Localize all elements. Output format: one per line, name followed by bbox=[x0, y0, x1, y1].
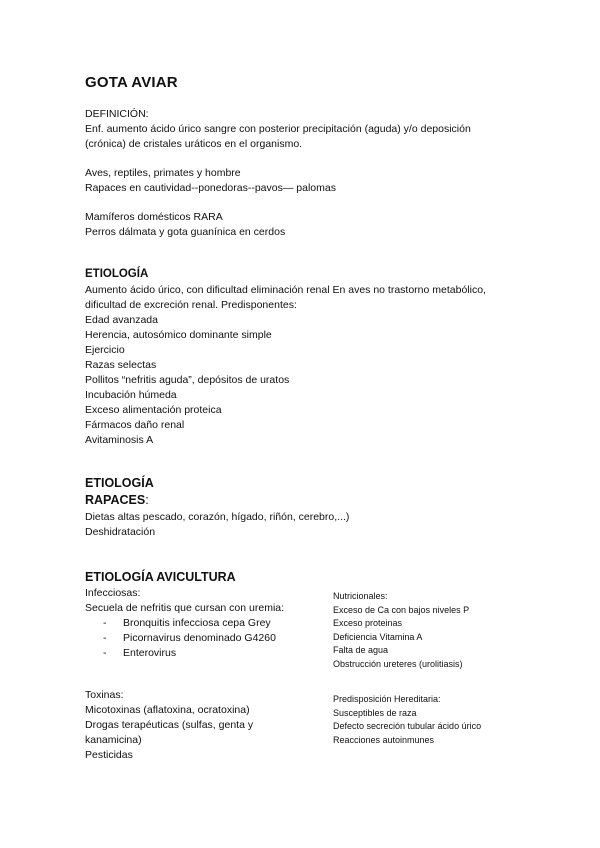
list-item: - Bronquitis infecciosa cepa Grey bbox=[85, 616, 284, 631]
species-group-1 bbox=[85, 166, 336, 196]
hereditary-label: Predisposición Hereditaria: bbox=[333, 694, 441, 704]
hereditary-section bbox=[333, 693, 481, 747]
toxins-section bbox=[85, 688, 253, 763]
raptors-subheading-text: RAPACES bbox=[85, 493, 146, 507]
definition-line: (crónica) de cristales uráticos en el organismo. bbox=[85, 138, 303, 150]
species-line: Aves, reptiles, primates y hombre bbox=[85, 167, 241, 179]
etiology-line: Fármacos daño renal bbox=[85, 419, 185, 431]
infectious-list bbox=[85, 616, 284, 661]
infectious-label: Infecciosas: bbox=[85, 587, 141, 599]
etiology-line: Edad avanzada bbox=[85, 314, 158, 326]
etiology-raptors-heading: ETIOLOGÍA bbox=[85, 476, 154, 490]
etiology-line: Pollitos “nefritis aguda”, depósitos de uratos bbox=[85, 374, 290, 386]
raptors-subheading bbox=[85, 493, 149, 507]
toxins-line: kanamicina) bbox=[85, 734, 142, 746]
toxins-line: Pesticidas bbox=[85, 749, 133, 761]
species-line: Mamíferos domésticos RARA bbox=[85, 211, 223, 223]
nutritional-label: Nutricionales: bbox=[333, 591, 388, 601]
list-item: Defecto secreción tubular ácido úrico bbox=[333, 721, 482, 732]
page-title: GOTA AVIAR bbox=[85, 74, 178, 91]
raptors-section bbox=[85, 510, 349, 540]
etiology-line: dificultad de excreción renal. Predisponentes: bbox=[85, 299, 297, 311]
etiology-line: Exceso alimentación proteica bbox=[85, 404, 222, 416]
list-item: Obstrucción ureteres (urolitiasis) bbox=[333, 658, 463, 669]
list-item: Susceptibles de raza bbox=[333, 707, 417, 718]
etiology-heading: ETIOLOGÍA bbox=[85, 268, 149, 280]
list-item: Exceso proteinas bbox=[333, 618, 403, 629]
etiology-line: Incubación húmeda bbox=[85, 389, 177, 401]
etiology-line: Ejercicio bbox=[85, 344, 125, 356]
etiology-line: Aumento ácido úrico, con dificultad eliminación renal En aves no trastorno metabólico, bbox=[85, 284, 486, 296]
nutritional-section bbox=[333, 590, 469, 672]
etiology-line: Razas selectas bbox=[85, 359, 157, 371]
etiology-line: Avitaminosis A bbox=[85, 434, 154, 446]
definition-section bbox=[85, 107, 471, 152]
toxins-line: Drogas terapéuticas (sulfas, genta y bbox=[85, 719, 254, 731]
list-item: Deficiencia Vitamina A bbox=[333, 631, 423, 642]
list-item: Reacciones autoinmunes bbox=[333, 734, 435, 745]
list-item: - Enterovirus bbox=[85, 646, 284, 661]
etiology-line: Herencia, autosómico dominante simple bbox=[85, 329, 272, 341]
definition-heading: DEFINICIÓN: bbox=[85, 108, 149, 120]
raptors-line: Deshidratación bbox=[85, 526, 156, 538]
poultry-etiology-heading: ETIOLOGÍA AVICULTURA bbox=[85, 570, 236, 584]
list-item: - Picornavirus denominado G4260 bbox=[85, 631, 284, 646]
raptors-line: Dietas altas pescado, corazón, hígado, riñón, cerebro,...) bbox=[85, 511, 350, 523]
infectious-intro: Secuela de nefritis que cursan con uremia: bbox=[85, 602, 285, 614]
infectious-section bbox=[85, 586, 284, 661]
species-line: Perros dálmata y gota guanínica en cerdos bbox=[85, 226, 286, 238]
list-item: Falta de agua bbox=[333, 645, 389, 656]
etiology-section bbox=[85, 283, 486, 448]
definition-line: Enf. aumento ácido úrico sangre con posterior precipitación (aguda) y/o deposición bbox=[85, 123, 471, 135]
species-line: Rapaces en cautividad--ponedoras--pavos— palomas bbox=[85, 182, 336, 194]
toxins-label: Toxinas: bbox=[85, 689, 124, 701]
list-item: Exceso de Ca con bajos niveles P bbox=[333, 604, 470, 615]
raptors-subheading-colon: : bbox=[145, 493, 149, 507]
toxins-line: Micotoxinas (aflatoxina, ocratoxina) bbox=[85, 704, 250, 716]
species-group-2 bbox=[85, 210, 285, 240]
